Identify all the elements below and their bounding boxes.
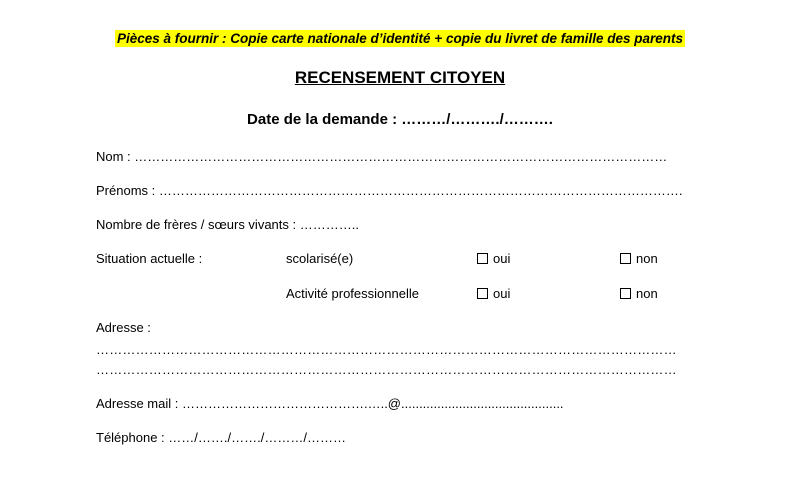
scolarise-oui-checkbox[interactable] <box>477 251 510 266</box>
telephone-field[interactable]: Téléphone : ……/……./……./………/……… <box>96 430 346 445</box>
checkbox-icon <box>620 253 631 264</box>
activite-non-checkbox[interactable] <box>620 286 658 301</box>
scolarise-label: scolarisé(e) <box>286 251 354 266</box>
notice-text: Pièces à fournir : Copie carte nationale d’identité + copie du livret de famille des parents <box>116 31 684 46</box>
adresse-line-1[interactable]: …………………………………………………………………………………………………………………… <box>96 342 677 357</box>
situation-label: Situation actuelle : <box>96 251 203 266</box>
oui-label: oui <box>493 286 511 301</box>
request-date-field[interactable]: Date de la demande : ………/………./………. <box>247 111 553 128</box>
checkbox-icon <box>620 288 631 299</box>
activite-label: Activité professionnelle <box>286 286 419 301</box>
activite-oui-checkbox[interactable] <box>477 286 510 301</box>
adresse-label: Adresse : <box>96 320 151 335</box>
nom-field[interactable]: Nom : …………………………………………………………………………………………………………… <box>96 149 668 164</box>
prenoms-field[interactable]: Prénoms : …………………………………………………………………………………………………………. <box>96 183 683 198</box>
scolarise-non-checkbox[interactable] <box>620 251 658 266</box>
oui-label: oui <box>493 251 511 266</box>
non-label: non <box>636 286 658 301</box>
checkbox-icon <box>477 288 488 299</box>
adresse-line-2[interactable]: …………………………………………………………………………………………………………………… <box>96 362 677 377</box>
non-label: non <box>636 251 658 266</box>
checkbox-icon <box>477 253 488 264</box>
siblings-count-field[interactable]: Nombre de frères / sœurs vivants : ………….. <box>96 217 359 232</box>
email-field[interactable]: Adresse mail : …………………………………….…..@............................................. <box>96 396 564 411</box>
form-title: RECENSEMENT CITOYEN <box>294 68 506 87</box>
required-documents-notice <box>0 30 800 48</box>
